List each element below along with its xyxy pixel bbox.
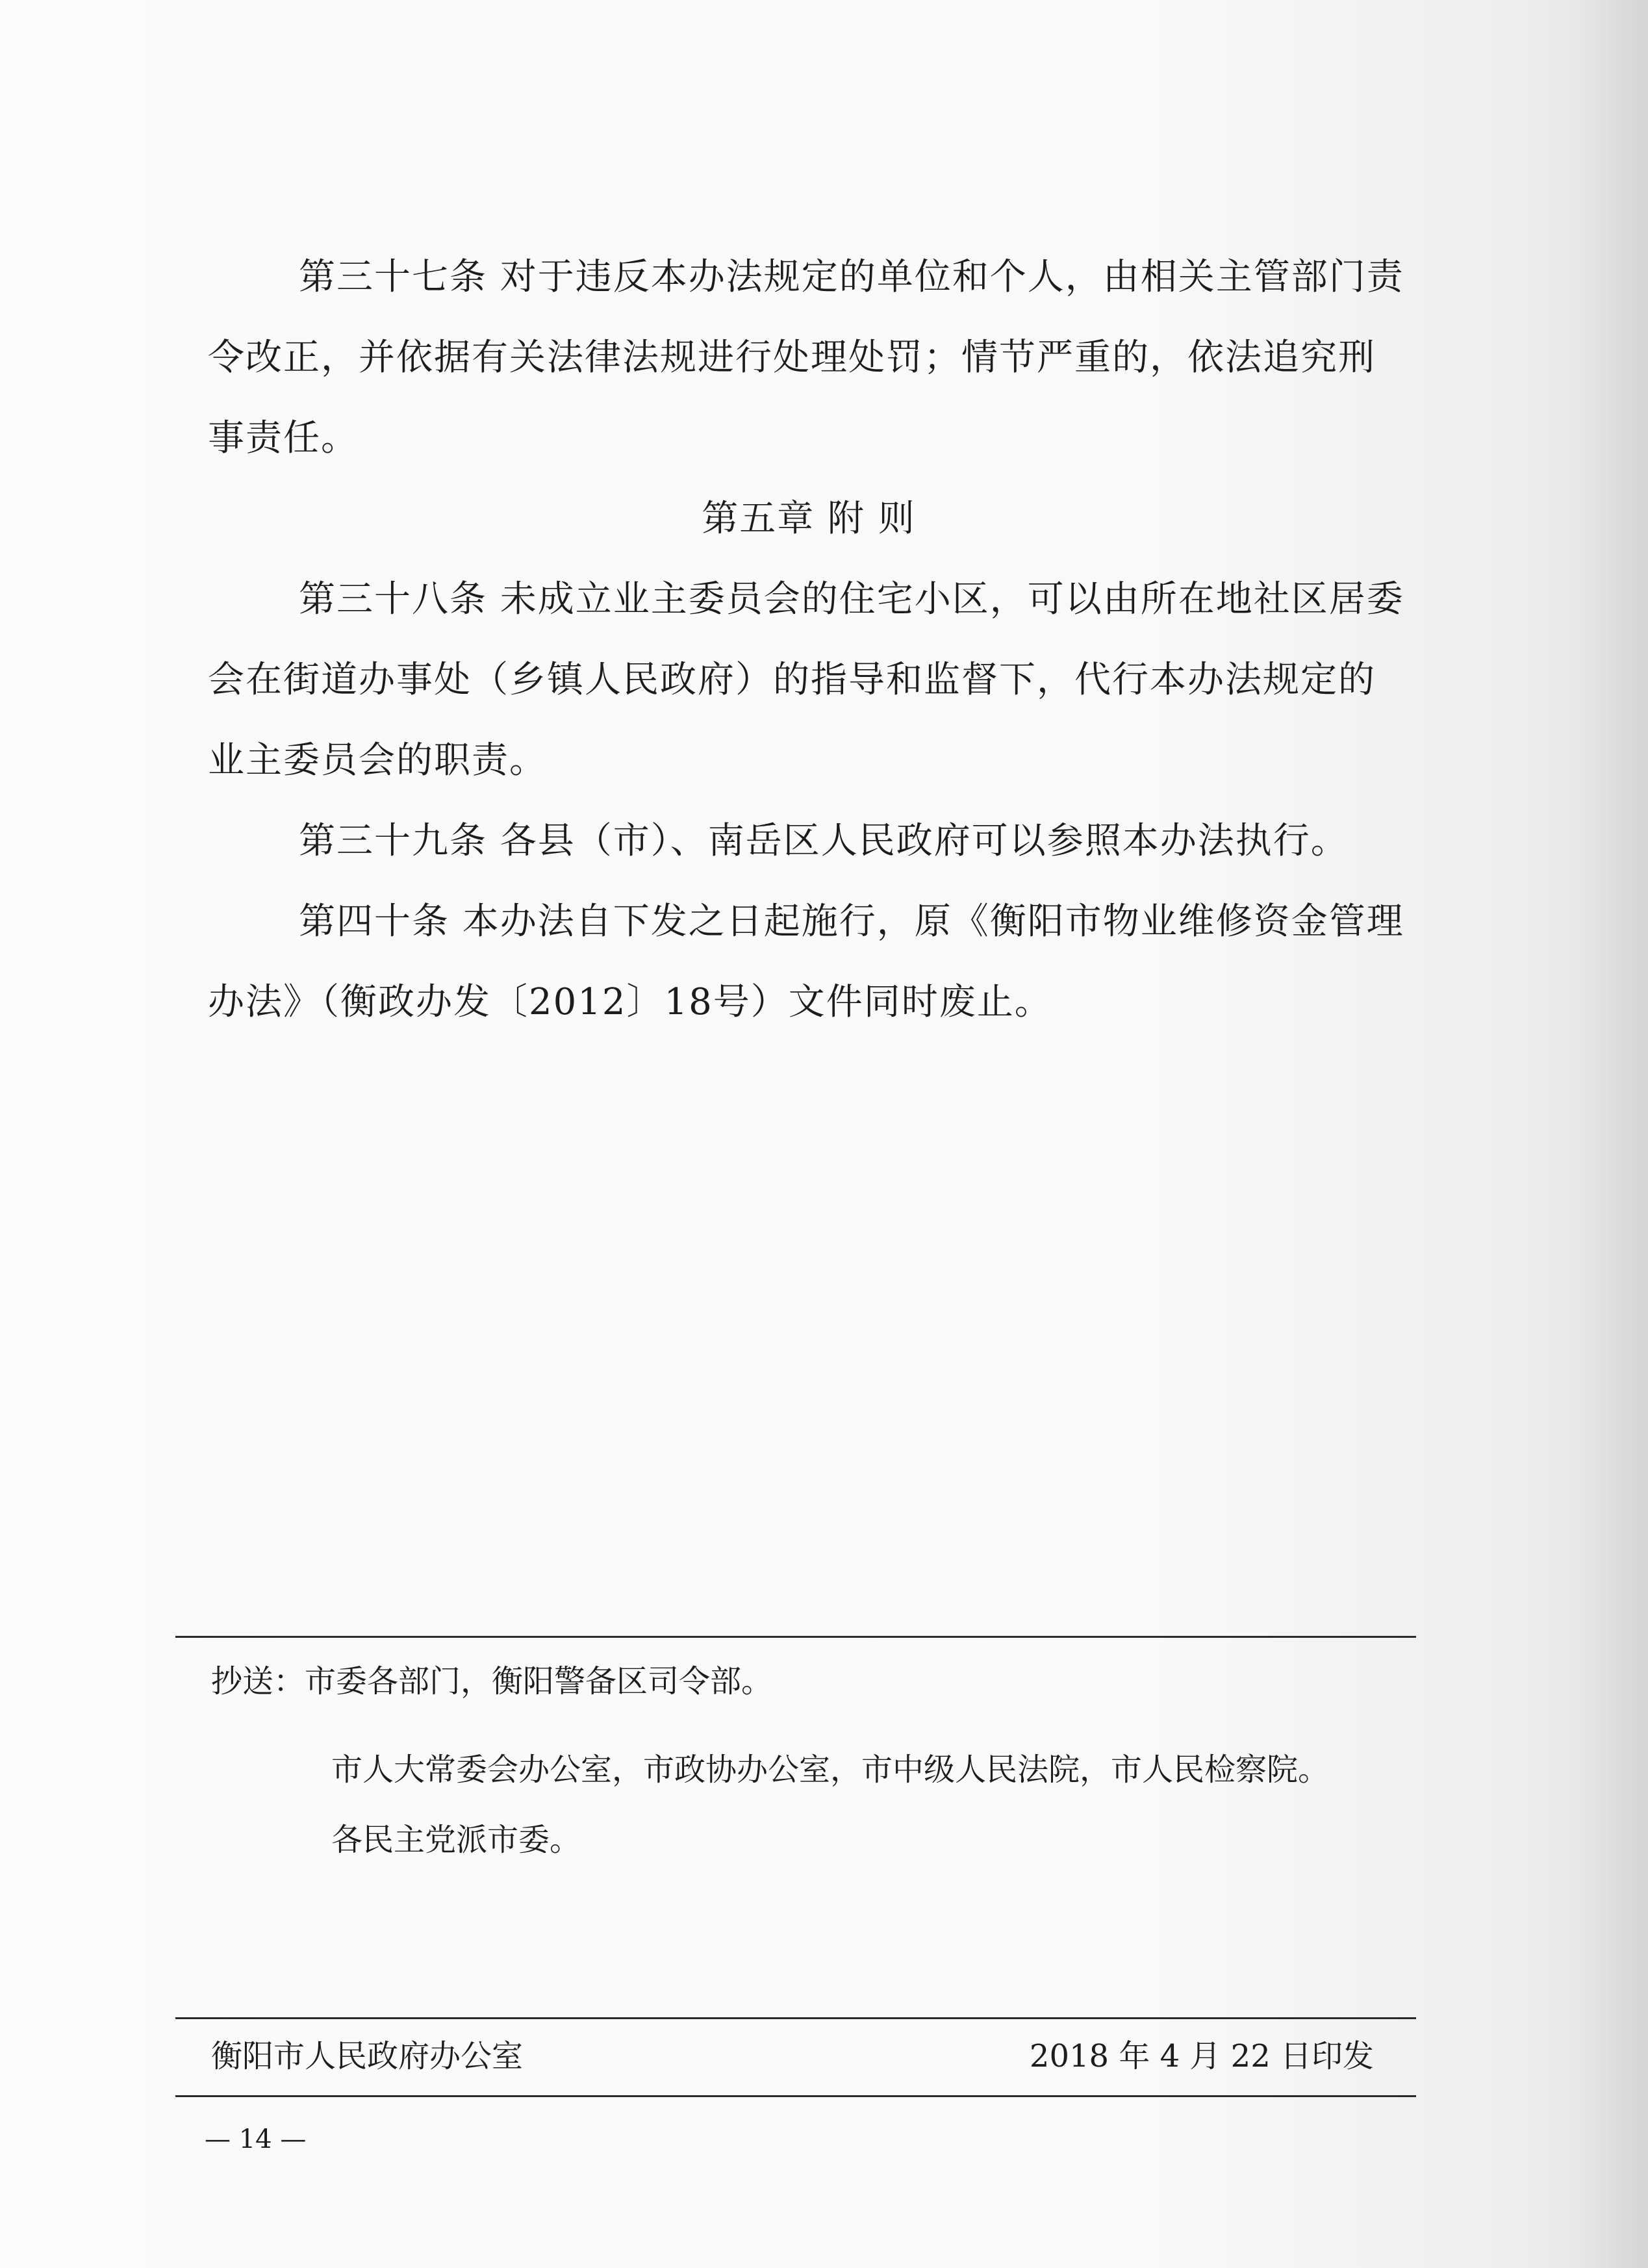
distribution-line-1: 抄送：市委各部门，衡阳警备区司令部。 [211,1663,773,1700]
issuer-bottom-rule [175,2095,1416,2097]
page-number: — 14 — [205,2124,307,2154]
article-39: 第三十九条 各县（市）、南岳区人民政府可以参照本办法执行。 [299,820,1349,862]
issuer-name: 衡阳市人民政府办公室 [211,2038,524,2074]
distribution-list [211,1653,1406,1868]
issuer-top-rule [175,2017,1416,2019]
distribution-line-2: 市人大常委会办公室，市政协办公室，市中级人民法院，市人民检察院。 [331,1752,1330,1788]
article-40: 第四十条 本办法自下发之日起施行，原《衡阳市物业维修资金管理办法》（衡政办发〔2012〕18号）文件同时废止。 [208,900,1404,1023]
distribution-top-rule [175,1636,1416,1638]
distribution-line-3: 各民主党派市委。 [331,1822,581,1858]
chapter-heading: 第五章 附 则 [702,498,916,540]
document-body [208,237,1410,1043]
issuer-row [211,2037,1374,2076]
article-37: 第三十七条 对于违反本办法规定的单位和个人，由相关主管部门责令改正，并依据有关法律法规进行处理处罚；情节严重的，依法追究刑事责任。 [208,256,1404,459]
issue-date: 2018 年 4 月 22 日印发 [1029,2038,1374,2074]
page-edge-shadow [1570,0,1648,2268]
article-38: 第三十八条 未成立业主委员会的住宅小区，可以由所在地社区居委会在街道办事处（乡镇人民政府）的指导和监督下，代行本办法规定的业主委员会的职责。 [208,578,1404,782]
